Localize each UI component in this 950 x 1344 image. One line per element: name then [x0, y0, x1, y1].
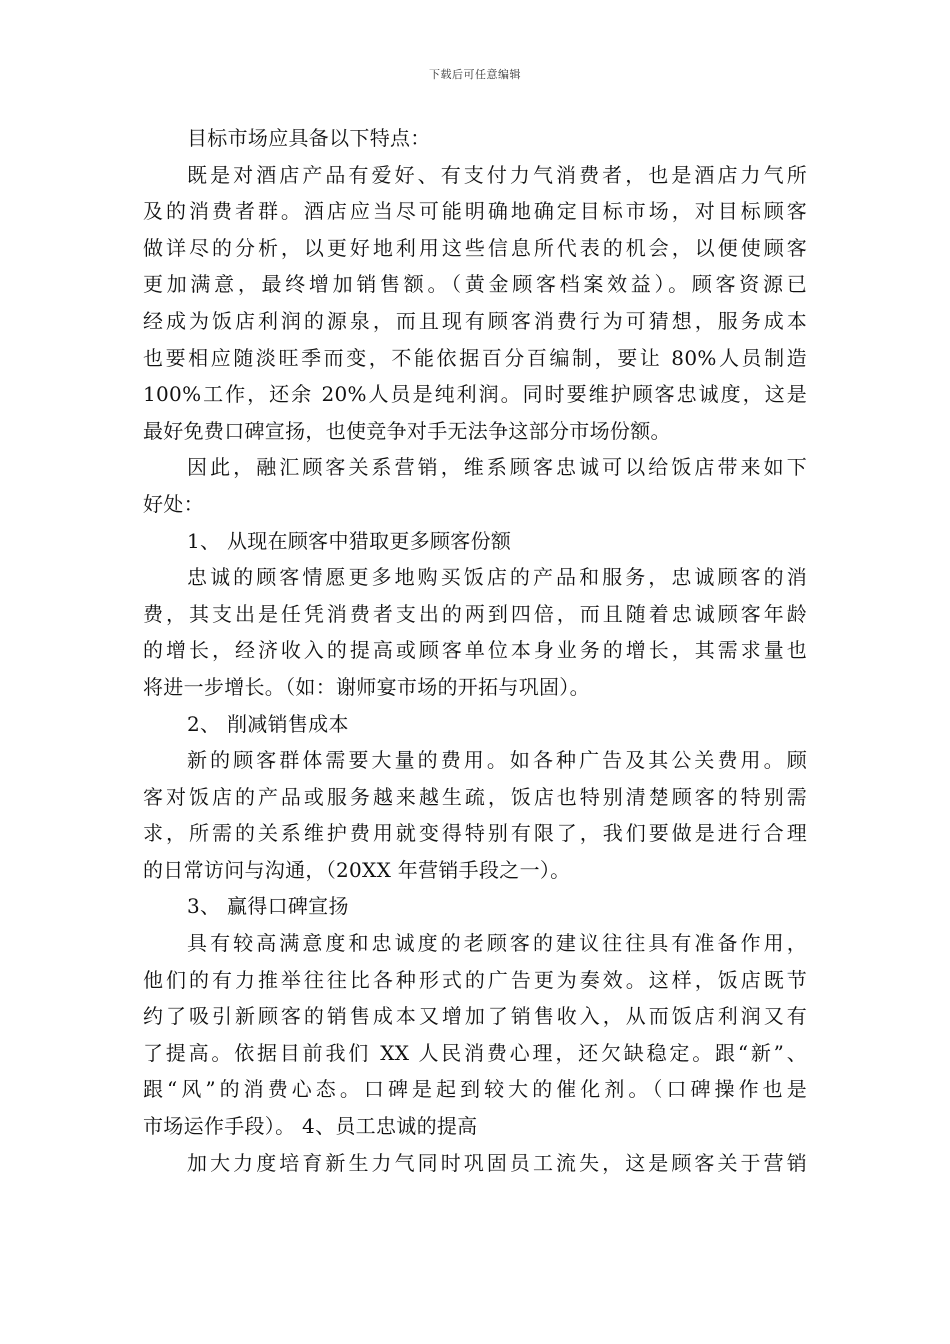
- list-heading-2: 2、 削减销售成本: [187, 711, 349, 736]
- paragraph-line: 将进一步增长。（如：谢师宴市场的开拓与巩固）。: [143, 674, 590, 699]
- paragraph-line: 的增长，经济收入的提高或顾客单位本身业务的增长，其需求量也: [143, 638, 807, 663]
- download-note: 下载后可任意编辑: [429, 68, 521, 81]
- paragraph-line: 跟“风”的消费心态。口碑是起到较大的催化剂。（口碑操作也是: [143, 1077, 807, 1102]
- paragraph-line: 的日常访问与沟通，（20XX 年营销手段之一）。: [143, 857, 571, 882]
- paragraph-line: 100%工作，还余 20%人员是纯利润。同时要维护顾客忠诚度，这是: [143, 382, 807, 407]
- paragraph-line: 做详尽的分析，以更好地利用这些信息所代表的机会，以便使顾客: [143, 235, 807, 260]
- paragraph-line: 约了吸引新顾客的销售成本又增加了销售收入，从而饭店利润又有: [143, 1004, 807, 1029]
- paragraph-line: 忠诚的顾客情愿更多地购买饭店的产品和服务，忠诚顾客的消: [187, 565, 807, 590]
- paragraph-line: 新的顾客群体需要大量的费用。如各种广告及其公关费用。顾: [187, 748, 807, 773]
- paragraph-line: 及的消费者群。酒店应当尽可能明确地确定目标市场，对目标顾客: [143, 199, 807, 224]
- paragraph-line: 加大力度培育新生力气同时巩固员工流失，这是顾客关于营销: [187, 1150, 807, 1175]
- paragraph-line: 市场运作手段）。 4、员工忠诚的提高: [143, 1114, 478, 1139]
- paragraph-line: 他们的有力推举往往比各种形式的广告更为奏效。这样，饭店既节: [143, 967, 807, 992]
- list-heading-3: 3、 赢得口碑宣扬: [187, 894, 349, 919]
- paragraph-line: 经成为饭店利润的源泉，而且现有顾客消费行为可猜想，服务成本: [143, 308, 807, 333]
- section-intro-line: 目标市场应具备以下特点：: [187, 126, 431, 150]
- paragraph-line: 既是对酒店产品有爱好、有支付力气消费者，也是酒店力气所: [187, 162, 807, 187]
- paragraph-line: 更加满意，最终增加销售额。（黄金顾客档案效益）。顾客资源已: [143, 272, 807, 297]
- document-body: [143, 120, 807, 1181]
- paragraph-line: 好处：: [143, 491, 204, 516]
- paragraph-line: 客对饭店的产品或服务越来越生疏，饭店也特别清楚顾客的特别需: [143, 784, 807, 809]
- paragraph-line: 也要相应随淡旺季而变，不能依据百分百编制，要让 80%人员制造: [143, 345, 807, 370]
- paragraph-line: 最好免费口碑宣扬，也使竞争对手无法争这部分市场份额。: [143, 418, 671, 443]
- paragraph-line: 了提高。依据目前我们 XX 人民消费心理，还欠缺稳定。跟“新”、: [143, 1040, 807, 1065]
- paragraph-line: 费，其支出是任凭消费者支出的两到四倍，而且随着忠诚顾客年龄: [143, 601, 807, 626]
- paragraph-line: 具有较高满意度和忠诚度的老顾客的建议往往具有准备作用，: [187, 931, 807, 956]
- list-heading-1: 1、 从现在顾客中猎取更多顾客份额: [187, 528, 512, 553]
- paragraph-line: 因此，融汇顾客关系营销，维系顾客忠诚可以给饭店带来如下: [187, 455, 807, 480]
- paragraph-line: 求，所需的关系维护费用就变得特别有限了，我们要做是进行合理: [143, 821, 807, 846]
